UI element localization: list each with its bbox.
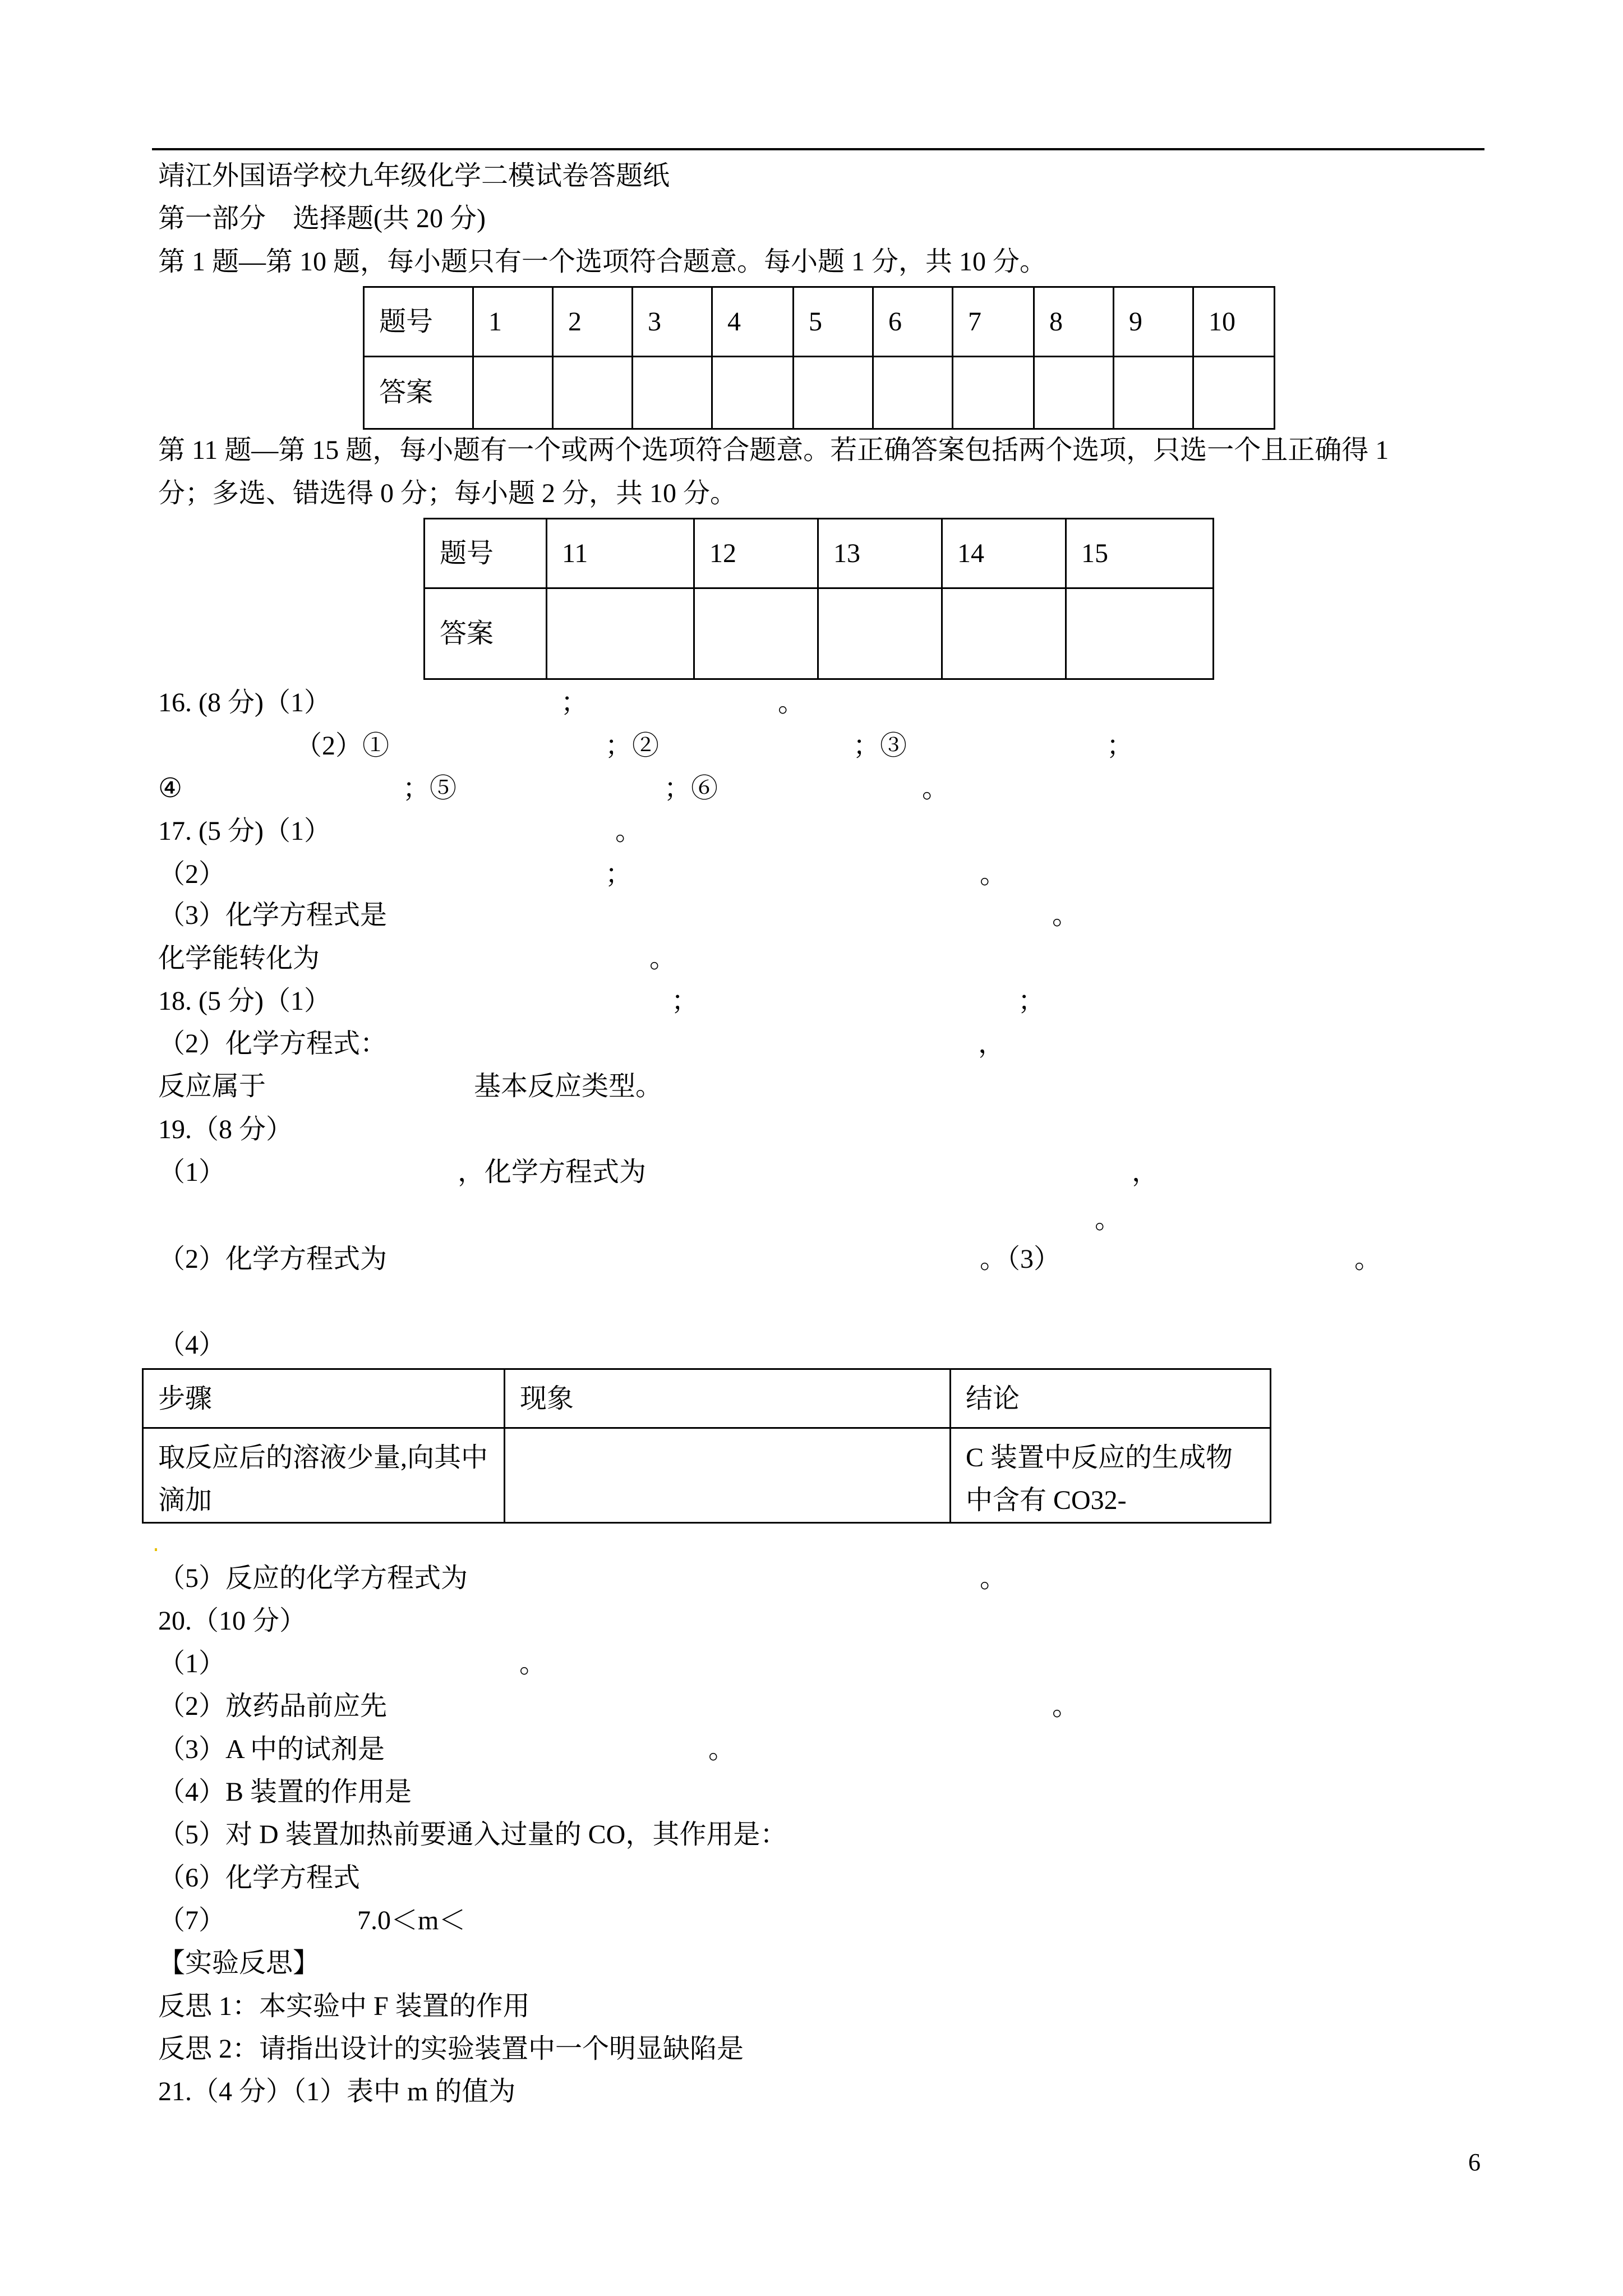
experiment-table [142, 1368, 1271, 1524]
q20-part3: （3）A 中的试剂是 [158, 1734, 385, 1764]
q17-punct: ； [605, 859, 633, 889]
q20-part7: （7） [158, 1906, 226, 1935]
row-header: 题号 [364, 287, 473, 357]
answer-cell[interactable] [547, 588, 694, 679]
part1-heading: 第一部分 选择题(共 20 分) [158, 204, 486, 233]
q16-part2-2: ；② [605, 731, 660, 761]
q20-punct: 。 [519, 1649, 547, 1678]
q16-part2-4: ④ [158, 774, 183, 803]
q18-reaction-type: 基本反应类型。 [474, 1071, 663, 1101]
answer-cell[interactable] [873, 357, 953, 429]
q20-part4: （4）B 装置的作用是 [158, 1777, 412, 1807]
answer-label: 答案 [425, 588, 547, 679]
q16-part2-5: ；⑤ [403, 774, 457, 803]
q16-punct: 。 [778, 688, 805, 717]
q18-reaction: 反应属于 [158, 1071, 266, 1101]
q18-punct: ； [1018, 986, 1045, 1016]
q20-punct: 。 [1052, 1691, 1080, 1721]
q17-energy: 化学能转化为 [158, 944, 320, 973]
q19-part4: （4） [158, 1330, 226, 1360]
q16-part2-6: ；⑥ [664, 774, 718, 803]
question-number: 2 [553, 287, 633, 357]
q19-punct: ， [1132, 1157, 1159, 1187]
question-number: 6 [873, 287, 953, 357]
answer-table-1 [363, 286, 1275, 430]
row-header: 题号 [425, 519, 547, 588]
q20-part6: （6）化学方程式 [158, 1863, 361, 1893]
question-number: 1 [473, 287, 553, 357]
question-number: 12 [694, 519, 818, 588]
question-number: 11 [547, 519, 694, 588]
question-number: 5 [794, 287, 873, 357]
header-rule [152, 148, 1484, 150]
q17-punct: 。 [649, 944, 677, 973]
answer-cell[interactable] [942, 588, 1066, 679]
q19-part3: 。（3） [980, 1244, 1061, 1274]
reflection-1: 反思 1：本实验中 F 装置的作用 [158, 1991, 530, 2021]
answer-cell[interactable] [794, 357, 873, 429]
reflection-2: 反思 2：请指出设计的实验装置中一个明显缺陷是 [158, 2034, 744, 2064]
q16-part2-3: ；③ [853, 731, 907, 761]
cell-step: 取反应后的溶液少量,向其中滴加 [143, 1428, 505, 1523]
header-conclusion: 结论 [951, 1369, 1271, 1428]
question-number: 4 [712, 287, 794, 357]
question-number: 9 [1114, 287, 1193, 357]
q19-part1-eq: ，化学方程式为 [458, 1157, 647, 1187]
instructions-1: 第 1 题—第 10 题，每小题只有一个选项符合题意。每小题 1 分，共 10 分。 [158, 247, 1047, 277]
q20-part5: （5）对 D 装置加热前要通入过量的 CO，其作用是： [158, 1820, 787, 1849]
header-step: 步骤 [143, 1369, 505, 1428]
question-number: 7 [953, 287, 1034, 357]
q18-label: 18. (5 分)（1） [158, 986, 331, 1016]
q17-punct: 。 [980, 859, 1007, 889]
q18-punct: ， [978, 1029, 1006, 1059]
question-number: 10 [1193, 287, 1275, 357]
q16-part2: （2）① [295, 731, 390, 761]
answer-cell[interactable] [694, 588, 818, 679]
q17-punct: 。 [615, 816, 643, 846]
q19-part5: （5）反应的化学方程式为 [158, 1563, 468, 1593]
answer-label: 答案 [364, 357, 473, 429]
question-number: 14 [942, 519, 1066, 588]
q16-punct: ； [1106, 731, 1134, 761]
instructions-2b: 分；多选、错选得 0 分；每小题 2 分，共 10 分。 [158, 478, 737, 508]
q20-part1: （1） [158, 1649, 226, 1678]
q19-punct: 。 [1354, 1244, 1382, 1274]
answer-cell[interactable] [1193, 357, 1275, 429]
answer-cell[interactable] [818, 588, 942, 679]
stray-mark [155, 1548, 157, 1551]
q20-part7-range: 7.0＜m＜ [357, 1906, 466, 1935]
page-number: 6 [1468, 2148, 1481, 2176]
q17-part2: （2） [158, 859, 226, 889]
question-number: 8 [1034, 287, 1114, 357]
q20-punct: 。 [708, 1734, 736, 1764]
q16-punct: 。 [922, 774, 949, 803]
doc-title: 靖江外国语学校九年级化学二模试卷答题纸 [158, 161, 670, 191]
q19-punct: 。 [980, 1563, 1007, 1593]
q18-punct: ； [671, 986, 699, 1016]
q19-punct: 。 [1095, 1204, 1122, 1234]
q20-part2: （2）放药品前应先 [158, 1691, 388, 1721]
q19-part1: （1） [158, 1157, 226, 1187]
reflection-heading: 【实验反思】 [158, 1948, 320, 1978]
q19-part2: （2）化学方程式为 [158, 1244, 388, 1274]
answer-cell[interactable] [1066, 588, 1214, 679]
answer-cell[interactable] [1114, 357, 1193, 429]
q17-part3: （3）化学方程式是 [158, 900, 388, 930]
q20-label: 20.（10 分） [158, 1606, 307, 1636]
answer-cell[interactable] [953, 357, 1034, 429]
answer-cell[interactable] [1034, 357, 1114, 429]
answer-table-2 [423, 518, 1214, 680]
answer-cell[interactable] [553, 357, 633, 429]
q17-punct: 。 [1052, 900, 1080, 930]
answer-cell[interactable] [473, 357, 553, 429]
question-number: 13 [818, 519, 942, 588]
q19-label: 19.（8 分） [158, 1115, 293, 1144]
header-phenomenon: 现象 [505, 1369, 951, 1428]
question-number: 3 [633, 287, 712, 357]
q16-punct: ； [561, 688, 588, 717]
q16-label: 16. (8 分)（1） [158, 688, 331, 717]
q21-label: 21.（4 分）（1）表中 m 的值为 [158, 2077, 516, 2106]
answer-cell[interactable] [712, 357, 794, 429]
q18-part2: （2）化学方程式： [158, 1029, 388, 1059]
q17-label: 17. (5 分)（1） [158, 816, 331, 846]
cell-conclusion: C 装置中反应的生成物中含有 CO32- [951, 1428, 1271, 1523]
answer-cell[interactable] [633, 357, 712, 429]
question-number: 15 [1066, 519, 1214, 588]
instructions-2a: 第 11 题—第 15 题，每小题有一个或两个选项符合题意。若正确答案包括两个选项，只选一个且正确得 1 [158, 435, 1389, 465]
cell-phenomenon[interactable] [505, 1428, 951, 1523]
